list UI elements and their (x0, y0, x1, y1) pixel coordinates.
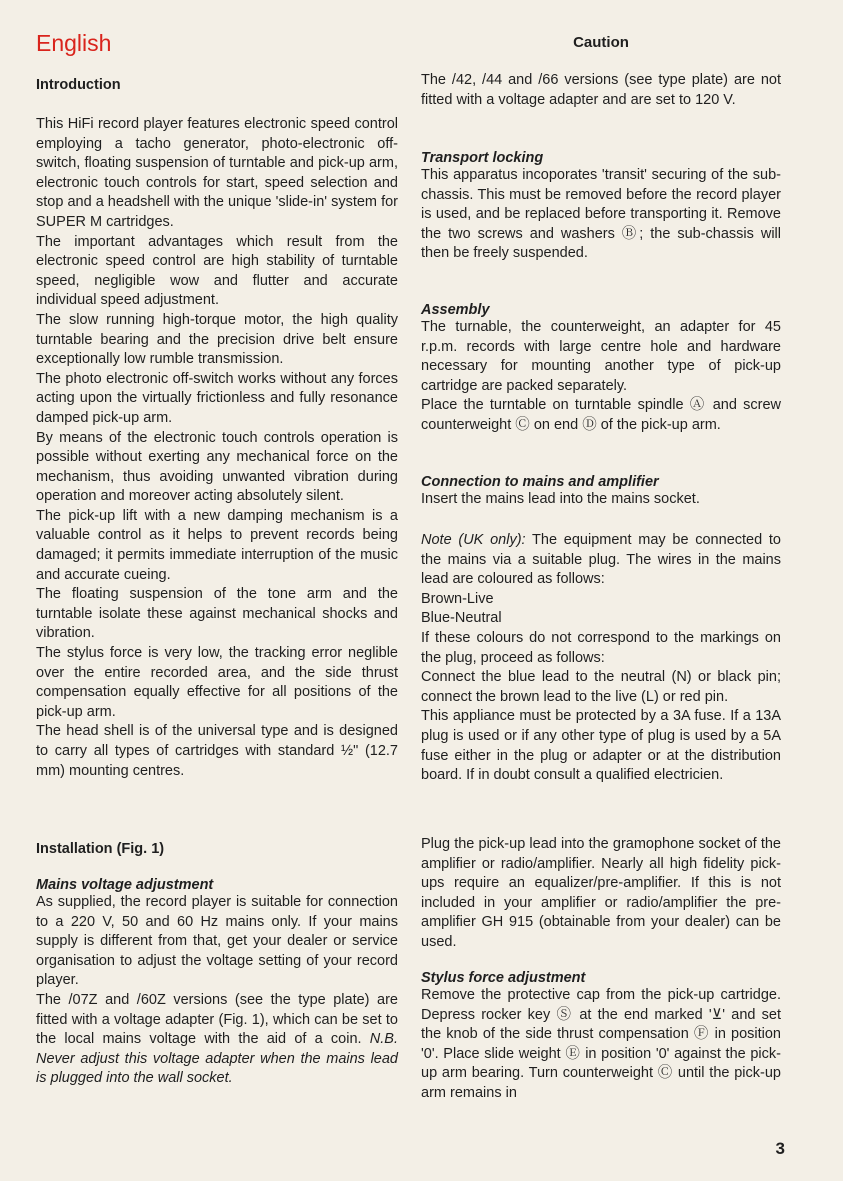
assembly-paragraph: The turnable, the counterweight, an adapter for 45 r.p.m. records with large centre hole and hardware necessary for mounting another type of pick-up cartridge are packed separately. (421, 319, 781, 394)
mains-voltage-subheading: Mains voltage adjustment (36, 877, 214, 893)
introduction-section (36, 115, 398, 781)
transport-locking-text: This apparatus incoporates 'transit' securing of the sub-chassis. This must be removed before the record player is used, and be replaced before transporting it. Remove the two screws and washers Ⓑ; the sub-chassis will then be freely suspended. (421, 167, 781, 262)
intro-paragraph: The pick-up lift with a new damping mechanism is a valuable control as it helps to prevent records being damaged; it permits immediate interruption of the music and accurate cueing. (36, 507, 398, 583)
pickup-lead-section (421, 835, 781, 953)
transport-locking-subheading: Transport locking (421, 150, 544, 166)
uk-note-paragraph: This appliance must be protected by a 3A fuse. If a 13A plug is used or if any other type of plug is used by a 5A fuse either in the plug or adapter or at the distribution board. If in doubt consult a qualified electricien. (421, 708, 781, 784)
installation-adapter-text: The /07Z and /60Z versions (see the type plate) are fitted with a voltage adapter (Fig. 1), which can be set to the local mains voltage with the aid of a coin. (36, 991, 398, 1048)
assembly-section (421, 302, 781, 436)
intro-paragraph: The head shell is of the universal type and is designed to carry all types of cartridges with standard ½" (12.7 mm) mounting centres. (36, 723, 398, 779)
introduction-heading: Introduction (36, 77, 121, 93)
connection-section (421, 474, 781, 510)
intro-paragraph: The stylus force is very low, the tracking error neglible over the entire recorded area, and the side thrust compensation equally effective for all positions of the pick-up arm. (36, 645, 398, 720)
stylus-force-section (421, 970, 781, 1104)
nb-warning: N.B. Never adjust this voltage adapter when the mains lead is plugged into the wall socket. (36, 1031, 398, 1087)
connection-text: Insert the mains lead into the mains socket. (421, 491, 700, 507)
intro-paragraph: By means of the electronic touch controls operation is possible without exerting any mechanical force on the mechanism, thus avoiding unwanted vibration during operation and moreover acting absolutely silent. (36, 429, 398, 505)
page-number: 3 (775, 1139, 785, 1158)
installation-section (36, 841, 398, 1089)
installation-paragraph: As supplied, the record player is suitable for connection to a 220 V, 50 and 60 Hz mains only. If your mains supply is different from that, get your dealer or service organisation to adjust the voltage setting of your record player. (36, 894, 398, 989)
intro-paragraph: The important advantages which result from the electronic speed control are high stability of turntable speed, negligible wow and flutter and accurate individual speed adjustment. (36, 233, 398, 309)
caution-section (421, 71, 781, 110)
introduction-heading-block (36, 77, 398, 93)
stylus-force-text: Remove the protective cap from the pick-up cartridge. Depress rocker key Ⓢ at the end marked '⊻' and set the knob of the side thrust compensation Ⓕ in position '0'. Place slide weight Ⓔ in position '0' against the pick-up arm bearing. Turn counterweight Ⓒ until the pick-up arm remains in (421, 987, 781, 1101)
intro-paragraph: The slow running high-torque motor, the high quality turntable bearing and the precision drive belt ensure exceptionally low rumble transmission. (36, 311, 398, 368)
caution-title: Caution (573, 34, 629, 51)
installation-heading: Installation (Fig. 1) (36, 841, 165, 857)
wire-blue: Blue-Neutral (421, 610, 502, 627)
uk-note-label: Note (UK only): (421, 532, 526, 548)
stylus-force-subheading: Stylus force adjustment (421, 970, 586, 986)
intro-paragraph: This HiFi record player features electronic speed control employing a tacho generator, photo-electronic off-switch, floating suspension of turntable and pick-up arm, electronic touch controls for start, speed selection and stop and a headshell with the unique 'slide-in' system for SUPER M cartridges. (36, 116, 398, 230)
uk-note-section (421, 531, 781, 786)
assembly-paragraph: Place the turntable on turntable spindle Ⓐ and screw counterweight Ⓒ on end Ⓓ of the pick-up arm. (421, 397, 781, 433)
uk-note-paragraph: If these colours do not correspond to the markings on the plug, proceed as follows: (421, 629, 781, 666)
intro-paragraph: The floating suspension of the tone arm and the turntable isolate these against mechanical shocks and vibration. (36, 586, 398, 642)
assembly-subheading: Assembly (421, 302, 490, 318)
wire-brown: Brown-Live (421, 590, 494, 607)
pickup-lead-text: Plug the pick-up lead into the gramophone socket of the amplifier or radio/amplifier. Nearly all high fidelity pick-ups require an equalizer/pre-amplifier. If this is not included in your amplifier or radio/amplifier the pre-amplifier GH 915 (obtainable from your dealer) can be used. (421, 836, 781, 950)
transport-locking-section (421, 150, 781, 264)
uk-note-intro (421, 531, 781, 590)
intro-paragraph: The photo electronic off-switch works without any forces acting upon the virtually frictionless and fully resonance damped pick-up arm. (36, 370, 398, 426)
language-title: English (36, 30, 112, 56)
uk-note-text: The equipment may be connected to the mains via a suitable plug. The wires in the mains lead are coloured as follows: (421, 532, 781, 588)
caution-text: The /42, /44 and /66 versions (see type plate) are not fitted with a voltage adapter and are set to 120 V. (421, 72, 781, 108)
uk-note-paragraph: Connect the blue lead to the neutral (N) or black pin; connect the brown lead to the live (L) or red pin. (421, 669, 781, 705)
connection-subheading: Connection to mains and amplifier (421, 474, 659, 490)
installation-paragraph (36, 991, 398, 1089)
